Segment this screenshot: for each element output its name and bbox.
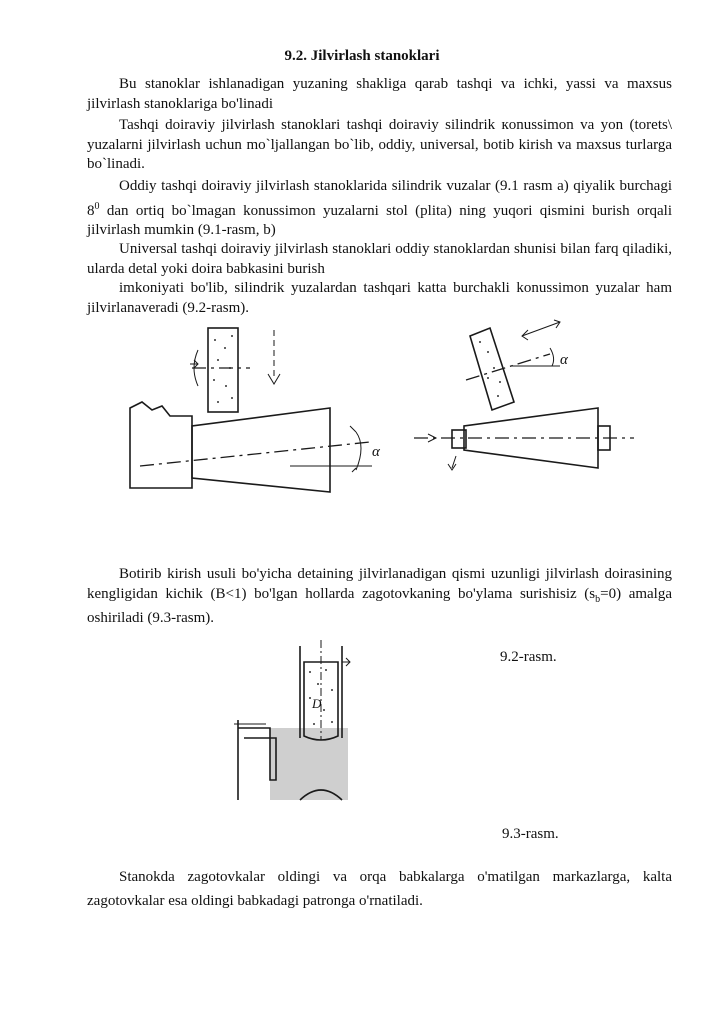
caption-9-2: 9.2-rasm. <box>500 649 557 665</box>
diameter-label: D <box>312 696 322 711</box>
angle-arc-right <box>550 348 554 366</box>
tapered-workpiece-left <box>192 408 330 492</box>
angle-arc-left <box>356 432 361 470</box>
feed-subscript: b <box>595 593 601 605</box>
figure-9-3 <box>230 640 360 810</box>
alpha-label-right: α <box>560 352 568 368</box>
width-marker-arrow <box>342 658 350 666</box>
feed-arrow-right <box>522 322 560 336</box>
rotation-arrow-right <box>448 456 456 470</box>
figure-9-2-left <box>120 320 400 520</box>
paragraph-6 <box>87 565 672 629</box>
paragraph-3-part-b: dan ortiq bo`lmagan konussimon yuzalarni stol (plita) ning yuqori qismini burish orqali jilvirlash mumkin (9.1-rasm, b) <box>87 202 672 238</box>
caption-9-3: 9.3-rasm. <box>502 826 559 842</box>
section-title: 9.2. Jilvirlash stanoklari <box>284 48 440 64</box>
figure-9-2-right <box>410 318 640 478</box>
chuck-left <box>130 402 192 488</box>
paragraph-3-part-a: Oddiy tashqi doiraviy jilvirlash stanoklarida silindrik vuzalar (9.1 rasm a) qiyalik burchagi 8 <box>87 178 672 219</box>
paragraph-1: Bu stanoklar ishlanadigan yuzaning shakliga qarab tashqi va ichki, yassi va maxsus jilvirlash stanoklariga bo'linadi <box>87 76 672 112</box>
paragraph-6-part-a: Botirib kirish usuli bo'yicha detaining jilvirlanadigan qismi uzunligi jilvirlash doirasining kengligidan kichik (B<1) bo'lgan hollarda zagotovkaning bo'ylama surishisiz (s <box>87 566 672 602</box>
grinding-wheel-right <box>470 328 514 410</box>
paragraph-7: Stanokda zagotovkalar oldingi va orqa babkalarga o'matilgan markazlarga, kalta zagotovkalar esa oldingi babkadagi patronga o'rnatiladi. <box>87 869 672 909</box>
paragraph-6-part-b: =0) amalga oshiriladi (9.3-rasm). <box>87 585 672 626</box>
paragraph-5: imkoniyati bo'lib, silindrik yuzalardan tashqari katta burchakli konussimon yuzalar ham jilvirlanaveradi (9.2-rasm). <box>87 280 672 316</box>
paragraph-3 <box>87 177 672 241</box>
paragraph-4: Universal tashqi doiraviy jilvirlash stanoklari oddiy stanoklardan shunisi bilan farq qiladiki, ularda detal yoki doira babkasini burish <box>87 241 672 277</box>
center-axis-left <box>140 442 370 466</box>
paragraph-2: Tashqi doiraviy jilvirlash stanoklari tashqi doiraviy silindrik кonussimon va yon (torets\ yuzalarni jilvirlash uchun mo`ljallangan bo`lib, oddiy, universal, botib kirish va maxsus turlarga bo`linadi. <box>87 117 672 172</box>
degree-superscript: 0 <box>94 200 100 212</box>
wheel-grain-dots-left <box>213 335 233 403</box>
grinding-wheel-left <box>208 328 238 412</box>
alpha-label-left: α <box>372 444 380 460</box>
